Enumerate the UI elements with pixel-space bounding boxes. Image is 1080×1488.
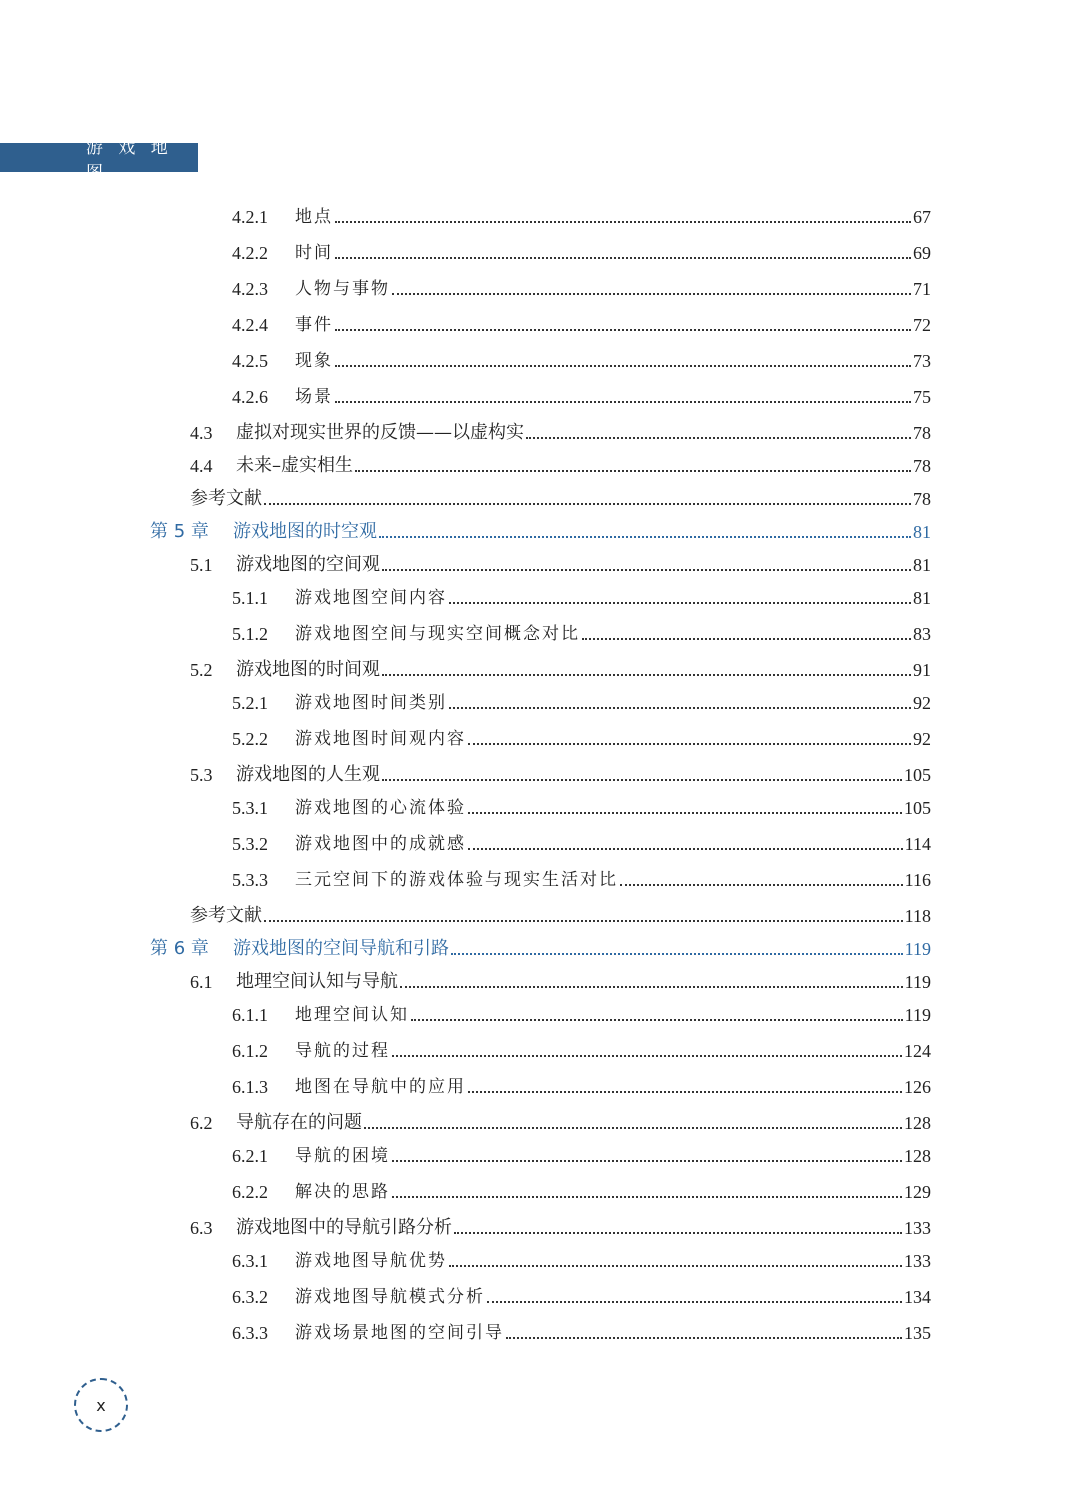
toc-entry-title: 游戏地图中的成就感 (295, 834, 466, 854)
toc-entry-number: 6.1.3 (232, 1077, 268, 1097)
toc-entry-page: 92 (913, 693, 931, 713)
toc-entry-title: 地理空间认知与导航 (236, 971, 398, 992)
toc-entry-number: 5.2.1 (232, 693, 268, 713)
toc-entry-page: 135 (904, 1323, 931, 1343)
dot-leader (335, 364, 911, 367)
dot-leader (620, 883, 903, 886)
page-number: x (96, 1395, 106, 1415)
dot-leader (335, 256, 911, 259)
toc-entry-page: 92 (913, 729, 931, 749)
toc-entry-number: 第 5 章 (150, 521, 209, 542)
dot-leader (382, 568, 911, 571)
toc-entry-page: 69 (913, 243, 931, 263)
toc-entry-title: 游戏地图中的导航引路分析 (236, 1217, 452, 1238)
toc-entry-page: 129 (904, 1182, 931, 1202)
toc-entry-page: 75 (913, 387, 931, 407)
toc-entry-page: 124 (904, 1041, 931, 1061)
dot-leader (411, 1018, 903, 1021)
toc-entry-title: 游戏地图的人生观 (236, 764, 380, 785)
toc-entry-title: 游戏地图空间内容 (295, 588, 447, 608)
toc-entry-page: 114 (904, 834, 931, 854)
toc-entry-title: 游戏地图时间观内容 (295, 729, 466, 749)
toc-entry-title: 导航存在的问题 (236, 1112, 362, 1133)
toc-entry[interactable] (232, 384, 931, 408)
dot-leader (449, 1264, 902, 1267)
toc-entry-page: 67 (913, 207, 931, 227)
toc-entry[interactable] (232, 831, 931, 855)
dot-leader (379, 535, 911, 538)
toc-entry-number: 6.1.1 (232, 1005, 268, 1025)
toc-entry-title: 人物与事物 (295, 279, 390, 299)
toc-entry-page: 119 (904, 972, 931, 992)
toc-entry-page: 105 (904, 765, 931, 785)
toc-entry-title: 事件 (295, 315, 333, 335)
toc-entry-title: 解决的思路 (295, 1182, 390, 1202)
toc-entry[interactable] (232, 726, 931, 750)
dot-leader (392, 1159, 902, 1162)
toc-entry[interactable] (232, 690, 931, 714)
toc-entry-page: 71 (913, 279, 931, 299)
toc-entry-title: 游戏地图导航优势 (295, 1251, 447, 1271)
dot-leader (454, 1231, 902, 1234)
toc-entry-number: 6.3.1 (232, 1251, 268, 1271)
toc-entry[interactable] (232, 1284, 931, 1308)
toc-entry-number: 6.3 (190, 1218, 213, 1238)
toc-entry-page: 81 (913, 588, 931, 608)
toc-entry-number: 4.2.5 (232, 351, 268, 371)
toc-entry-number: 6.1.2 (232, 1041, 268, 1061)
toc-entry-number: 5.2 (190, 660, 213, 680)
toc-entry-page: 78 (913, 489, 931, 509)
toc-entry-title: 地点 (295, 207, 333, 227)
toc-entry-number: 6.3.3 (232, 1323, 268, 1343)
toc-entry[interactable] (190, 552, 931, 576)
dot-leader (382, 673, 911, 676)
toc-entry-page: 119 (904, 1005, 931, 1025)
dot-leader (400, 985, 903, 988)
toc-entry-page: 126 (904, 1077, 931, 1097)
dot-leader (449, 706, 911, 709)
toc-entry-number: 5.3.2 (232, 834, 268, 854)
toc-entry-page: 134 (904, 1287, 931, 1307)
dot-leader (264, 502, 911, 505)
toc-entry-title: 参考文献 (190, 488, 262, 509)
toc-entry[interactable] (232, 795, 931, 819)
toc-entry[interactable] (232, 312, 931, 336)
toc-entry-number: 5.3.1 (232, 798, 268, 818)
toc-entry-page: 78 (913, 423, 931, 443)
toc-entry-page: 128 (904, 1146, 931, 1166)
toc-entry-title: 游戏地图的心流体验 (295, 798, 466, 818)
toc-entry-page: 118 (904, 906, 931, 926)
toc-entry-title: 三元空间下的游戏体验与现实生活对比 (295, 870, 618, 890)
toc-entry-title: 现象 (295, 351, 333, 371)
toc-entry-number: 4.2.1 (232, 207, 268, 227)
toc-entry[interactable] (232, 348, 931, 372)
toc-entry-number: 4.2.3 (232, 279, 268, 299)
toc-entry-title: 游戏地图导航模式分析 (295, 1287, 485, 1307)
toc-entry-number: 6.3.2 (232, 1287, 268, 1307)
toc-entry-page: 81 (913, 522, 931, 542)
dot-leader (392, 1195, 902, 1198)
dot-leader (264, 919, 903, 922)
toc-entry-number: 第 6 章 (150, 938, 209, 959)
dot-leader (335, 220, 911, 223)
dot-leader (392, 292, 911, 295)
toc-entry[interactable] (232, 1320, 931, 1344)
toc-entry[interactable] (232, 1143, 931, 1167)
dot-leader (382, 778, 902, 781)
toc-entry-number: 5.3.3 (232, 870, 268, 890)
toc-chapter-entry[interactable] (150, 936, 931, 960)
toc-entry-title: 地理空间认知 (295, 1005, 409, 1025)
toc-entry-title: 游戏地图的空间导航和引路 (233, 938, 449, 959)
toc-entry-title: 游戏地图的时间观 (236, 659, 380, 680)
toc-entry-number: 5.3 (190, 765, 213, 785)
toc-entry-title: 导航的过程 (295, 1041, 390, 1061)
toc-entry[interactable] (232, 240, 931, 264)
toc-entry[interactable] (190, 657, 931, 681)
toc-entry-title: 游戏地图的时空观 (233, 521, 377, 542)
toc-entry-number: 4.2.2 (232, 243, 268, 263)
toc-entry[interactable] (232, 1074, 931, 1098)
dot-leader (526, 436, 911, 439)
toc-entry-title: 游戏场景地图的空间引导 (295, 1323, 504, 1343)
toc-entry-number: 5.1.2 (232, 624, 268, 644)
toc-entry-title: 游戏地图空间与现实空间概念对比 (295, 624, 580, 644)
dot-leader (355, 469, 911, 472)
toc-entry-number: 5.1.1 (232, 588, 268, 608)
toc-entry-page: 78 (913, 456, 931, 476)
toc-entry[interactable] (232, 276, 931, 300)
toc-entry-page: 133 (904, 1218, 931, 1238)
toc-entry-title: 游戏地图的空间观 (236, 554, 380, 575)
toc-entry-number: 6.1 (190, 972, 213, 992)
toc-entry[interactable] (232, 621, 931, 645)
toc-entry-title: 导航的困境 (295, 1146, 390, 1166)
dot-leader (468, 1090, 902, 1093)
toc-entry-page: 128 (904, 1113, 931, 1133)
dot-leader (468, 742, 911, 745)
toc-entry-page: 133 (904, 1251, 931, 1271)
toc-entry-number: 5.1 (190, 555, 213, 575)
toc-entry-number: 4.2.6 (232, 387, 268, 407)
dot-leader (582, 637, 911, 640)
toc-entry-title: 游戏地图时间类别 (295, 693, 447, 713)
toc-entry[interactable] (190, 762, 931, 786)
toc-entry-page: 105 (904, 798, 931, 818)
toc-entry[interactable] (232, 1002, 931, 1026)
toc-entry-page: 72 (913, 315, 931, 335)
toc-entry-number: 4.4 (190, 456, 213, 476)
toc-entry[interactable] (232, 585, 931, 609)
toc-entry-page: 73 (913, 351, 931, 371)
dot-leader (335, 328, 911, 331)
dot-leader (506, 1336, 902, 1339)
toc-entry-page: 119 (904, 939, 931, 959)
toc-entry[interactable] (232, 1179, 931, 1203)
toc-entry[interactable] (190, 969, 931, 993)
toc-chapter-entry[interactable] (150, 519, 931, 543)
toc-entry-title: 未来–虚实相生 (236, 455, 353, 476)
dot-leader (451, 952, 903, 955)
dot-leader (468, 811, 902, 814)
toc-entry-number: 4.3 (190, 423, 213, 443)
dot-leader (364, 1126, 902, 1129)
toc-entry[interactable] (232, 204, 931, 228)
toc-entry[interactable] (190, 420, 931, 444)
dot-leader (392, 1054, 902, 1057)
dot-leader (449, 601, 911, 604)
toc-entry-title: 时间 (295, 243, 333, 263)
toc-entry-number: 6.2.1 (232, 1146, 268, 1166)
toc-entry[interactable] (190, 1110, 931, 1134)
toc-entry-number: 6.2.2 (232, 1182, 268, 1202)
toc-entry-page: 91 (913, 660, 931, 680)
toc-entry[interactable] (190, 903, 931, 927)
toc-entry[interactable] (232, 1248, 931, 1272)
book-title: 游 戏 地 图 (86, 137, 173, 183)
toc-entry-title: 场景 (295, 387, 333, 407)
toc-entry[interactable] (190, 486, 931, 510)
toc-entry-number: 4.2.4 (232, 315, 268, 335)
dot-leader (468, 847, 903, 850)
toc-entry-title: 地图在导航中的应用 (295, 1077, 466, 1097)
toc-entry-number: 6.2 (190, 1113, 213, 1133)
toc-entry-page: 83 (913, 624, 931, 644)
dot-leader (335, 400, 911, 403)
toc-entry-page: 116 (904, 870, 931, 890)
toc-entry[interactable] (190, 1215, 931, 1239)
toc-entry-title: 参考文献 (190, 905, 262, 926)
toc-entry[interactable] (232, 867, 931, 891)
toc-entry-number: 5.2.2 (232, 729, 268, 749)
toc-entry-title: 虚拟对现实世界的反馈——以虚构实 (236, 422, 524, 443)
dot-leader (487, 1300, 902, 1303)
toc-entry-page: 81 (913, 555, 931, 575)
toc-entry[interactable] (232, 1038, 931, 1062)
page-number-badge (74, 1378, 128, 1432)
toc-entry[interactable] (190, 453, 931, 477)
